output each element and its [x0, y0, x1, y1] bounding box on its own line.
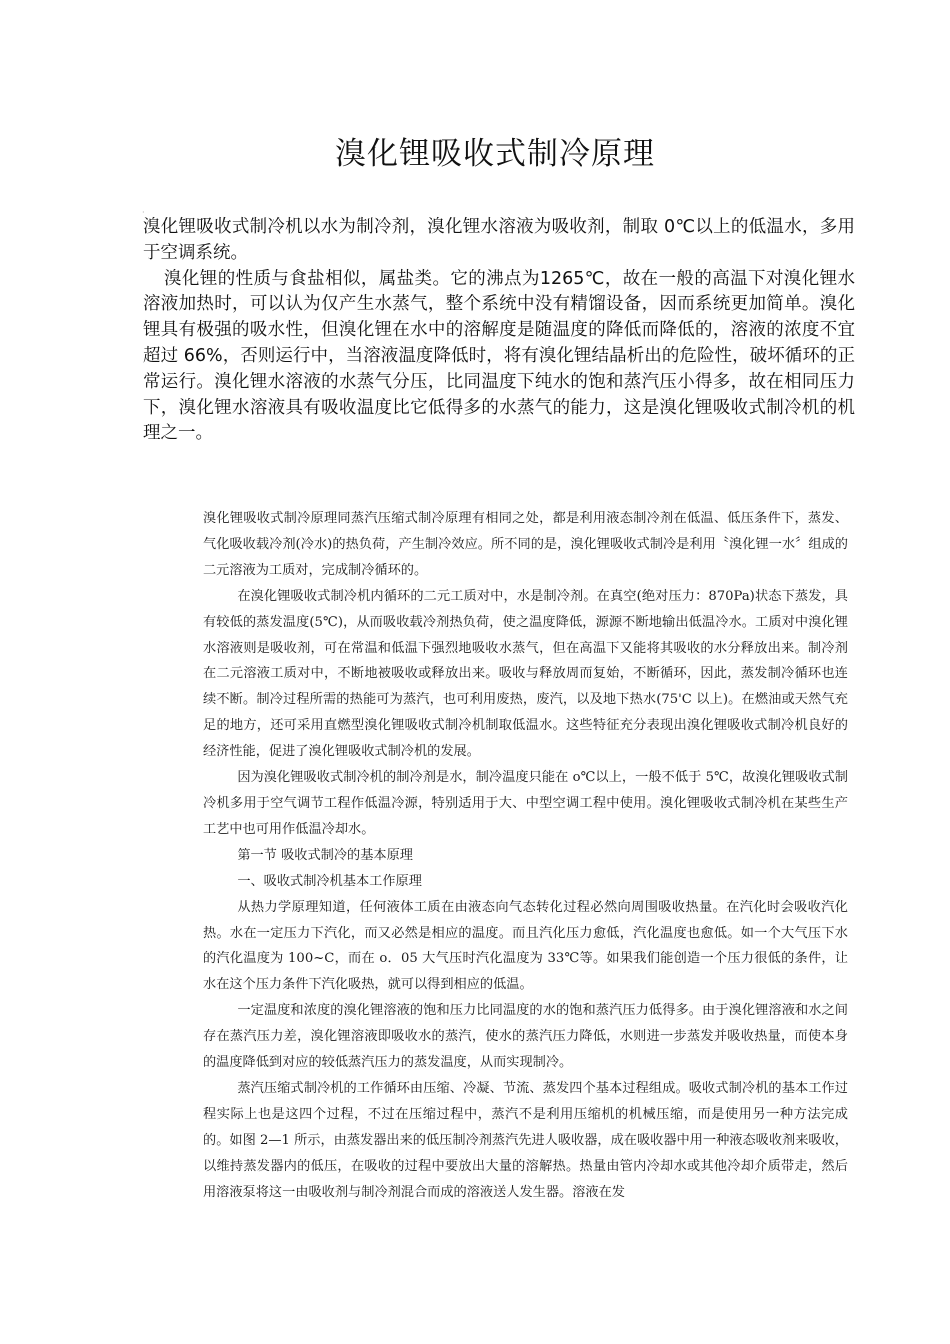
body-paragraph: 蒸汽压缩式制冷机的工作循环由压缩、冷凝、节流、蒸发四个基本过程组成。吸收式制冷机的基本工作过程实际上也是这四个过程，不过在压缩过程中，蒸汽不是利用压缩机的机械压缩，而是使用另一种方法完成的。如图 2—1 所示，由蒸发器出来的低压制冷剂蒸汽先进人吸收器，成在吸收器中用一种液态吸收剂来吸收，以维持蒸发器内的低压，在吸收的过程中要放出大量的溶解热。热量由管内冷却水或其他冷却介质带走，然后用溶液泵将这一由吸收剂与制冷剂混合而成的溶液送人发生器。溶液在发 [203, 1080, 848, 1200]
section-heading: 第一节 吸收式制冷的基本原理 [237, 847, 413, 863]
corner-mark: · [142, 208, 145, 217]
body-paragraph: 一定温度和浓度的溴化锂溶液的饱和压力比同温度的水的饱和蒸汽压力低得多。由于溴化锂溶液和水之间存在蒸汽压力差，溴化锂溶液即吸收水的蒸汽，使水的蒸汽压力降低，水则进一步蒸发并吸收热量，而使本身的温度降低到对应的较低蒸汽压力的蒸发温度，从而实现制冷。 [203, 1003, 848, 1071]
body-section [203, 506, 848, 1205]
document-title: 溴化锂吸收式制冷原理 [335, 136, 655, 172]
intro-paragraph: 溴化锂吸收式制冷机以水为制冷剂，溴化锂水溶液为吸收剂，制取 0℃以上的低温水，多用于空调系统。 [143, 217, 855, 263]
subsection-heading: 一、吸收式制冷机基本工作原理 [237, 873, 422, 889]
body-paragraph: 从热力学原理知道，任何液体工质在由液态向气态转化过程必然向周围吸收热量。在汽化时会吸收汽化热。水在一定压力下汽化，而又必然是相应的温度。而且汽化压力愈低，汽化温度也愈低。如一个大气压下水的汽化温度为 100~C，而在 o．05 大气压时汽化温度为 33℃等。如果我们能创造一个压力很低的条件，让水在这个压力条件下汽化吸热，就可以得到相应的低温。 [203, 899, 848, 993]
body-paragraph: 因为溴化锂吸收式制冷机的制冷剂是水，制冷温度只能在 o℃以上，一般不低于 5℃，故溴化锂吸收式制冷机多用于空气调节工程作低温冷源，特别适用于大、中型空调工程中使用。溴化锂吸收式制冷机在某些生产工艺中也可用作低温冷却水。 [203, 770, 848, 837]
body-paragraph: 溴化锂吸收式制冷原理同蒸汽压缩式制冷原理有相同之处，都是利用液态制冷剂在低温、低压条件下，蒸发、气化吸收载冷剂(冷水)的热负荷，产生制冷效应。所不同的是，溴化锂吸收式制冷是利用〝溴化锂一水〞组成的二元溶液为工质对，完成制冷循环的。 [203, 511, 848, 578]
intro-section [143, 215, 855, 447]
intro-paragraph: 溴化锂的性质与食盐相似，属盐类。它的沸点为1265℃，故在一般的高温下对溴化锂水溶液加热时，可以认为仅产生水蒸气，整个系统中没有精馏设备，因而系统更加简单。溴化锂具有极强的吸水性，但溴化锂在水中的溶解度是随温度的降低而降低的，溶液的浓度不宜超过 66%，否则运行中，当溶液温度降低时，将有溴化锂结晶析出的危险性，破坏循环的正常运行。溴化锂水溶液的水蒸气分压，比同温度下纯水的饱和蒸汽压小得多，故在相同压力下，溴化锂水溶液具有吸收温度比它低得多的水蒸气的能力，这是溴化锂吸收式制冷机的机理之一。 [143, 268, 855, 444]
body-paragraph: 在溴化锂吸收式制冷机内循环的二元工质对中，水是制冷剂。在真空(绝对压力：870Pa)状态下蒸发，具有较低的蒸发温度(5℃)，从而吸收载冷剂热负荷，使之温度降低，源源不断地输出低温冷水。工质对中溴化锂水溶液则是吸收剂，可在常温和低温下强烈地吸收水蒸气，但在高温下又能将其吸收的水分释放出来。制冷剂在二元溶液工质对中，不断地被吸收或释放出来。吸收与释放周而复始，不断循环，因此，蒸发制冷循环也连续不断。制冷过程所需的热能可为蒸汽，也可利用废热，废汽，以及地下热水(75'C 以上)。在燃油或天然气充足的地方，还可采用直燃型溴化锂吸收式制冷机制取低温水。这些特征充分表现出溴化锂吸收式制冷机良好的经济性能，促进了溴化锂吸收式制冷机的发展。 [203, 588, 848, 760]
